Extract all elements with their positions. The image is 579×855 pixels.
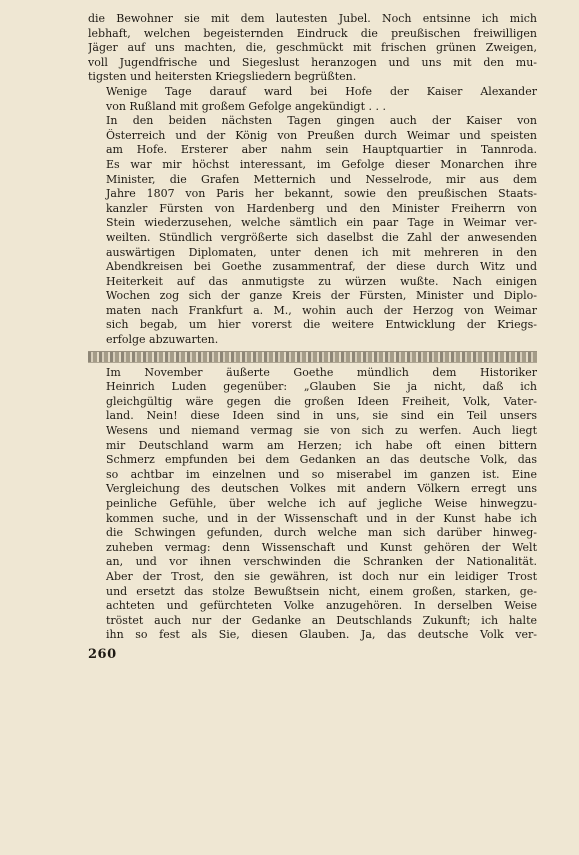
text-line: gleichgültig wäre gegen die großen Ideen Freiheit, Volk, Vater- <box>106 394 537 408</box>
paragraph-4 <box>88 366 537 643</box>
paragraph-2 <box>88 85 537 114</box>
text-line: ihn so fest als Sie, diesen Glauben. Ja, das deutsche Volk ver- <box>106 628 537 642</box>
text-line: Stein wiederzusehen, welche sämtlich ein paar Tage in Weimar ver- <box>106 216 537 230</box>
text-line: von Rußland mit großem Gefolge angekündigt . . . <box>106 99 386 113</box>
text-line: am Hofe. Ersterer aber nahm sein Hauptquartier in Tannroda. <box>106 143 537 157</box>
text-line: Wesens und niemand vermag sie von sich zu werfen. Auch liegt <box>106 424 537 438</box>
text-line: Jahre 1807 von Paris her bekannt, sowie den preußischen Staats- <box>106 187 537 201</box>
text-line: Abendkreisen bei Goethe zusammentraf, der diese durch Witz und <box>106 260 537 274</box>
text-line: weilten. Stündlich vergrößerte sich daselbst die Zahl der anwesenden <box>106 230 537 244</box>
text-line: Es war mir höchst interessant, im Gefolge dieser Monarchen ihre <box>106 157 537 171</box>
text-line: Österreich und der König von Preußen durch Weimar und speisten <box>106 128 537 142</box>
paragraph-1 <box>88 12 537 85</box>
text-line: Heinrich Luden gegenüber: „Glauben Sie ja nicht, daß ich <box>106 380 537 394</box>
text-line: kommen suche, und in der Wissenschaft und in der Kunst habe ich <box>106 511 537 525</box>
text-line: an, und vor ihnen verschwinden die Schranken der Nationalität. <box>106 555 537 569</box>
text-line: voll Jugendfrische und Siegeslust heranzogen und uns mit den mu- <box>88 55 537 69</box>
text-line: Schmerz empfunden bei dem Gedanken an das deutsche Volk, das <box>106 453 537 467</box>
text-line: und ersetzt das stolze Bewußtsein nicht, einem großen, starken, ge- <box>106 584 537 598</box>
text-line: Wenige Tage darauf ward bei Hofe der Kaiser Alexander <box>106 84 537 98</box>
text-line: achteten und gefürchteten Volke anzugehören. In derselben Weise <box>106 599 537 613</box>
text-line: Jäger auf uns machten, die, geschmückt mit frischen grünen Zweigen, <box>88 41 537 55</box>
text-line: die Schwingen gefunden, durch welche man sich darüber hinweg- <box>106 526 537 540</box>
text-line: zuheben vermag: denn Wissenschaft und Kunst gehören der Welt <box>106 540 537 554</box>
text-line: so achtbar im einzelnen und so miserabel im ganzen ist. Eine <box>106 467 537 481</box>
text-line: maten nach Frankfurt a. M., wohin auch der Herzog von Weimar <box>106 303 537 317</box>
text-line: Vergleichung des deutschen Volkes mit andern Völkern erregt uns <box>106 482 537 496</box>
text-line: Aber der Trost, den sie gewähren, ist doch nur ein leidiger Trost <box>106 569 537 583</box>
text-line: lebhaft, welchen begeisternden Eindruck die preußischen freiwilligen <box>88 26 537 40</box>
text-line: In den beiden nächsten Tagen gingen auch der Kaiser von <box>106 114 537 128</box>
ornamental-divider <box>88 351 537 363</box>
text-line: Wochen zog sich der ganze Kreis der Fürsten, Minister und Diplo- <box>106 289 537 303</box>
page-number: 260 <box>88 646 117 662</box>
text-line: Im November äußerte Goethe mündlich dem Historiker <box>106 365 537 379</box>
text-line: peinliche Gefühle, über welche ich auf jegliche Weise hinwegzu- <box>106 497 537 510</box>
text-line: kanzler Fürsten von Hardenberg und den Minister Freiherrn von <box>106 201 537 215</box>
text-line: auswärtigen Diplomaten, unter denen ich mit mehreren in den <box>106 245 537 259</box>
text-line: sich begab, um hier vorerst die weitere Entwicklung der Kriegs- <box>106 318 537 332</box>
body-text <box>88 12 537 643</box>
text-line: Minister, die Grafen Metternich und Nesselrode, mir aus dem <box>106 172 537 186</box>
text-line: tigsten und heitersten Kriegsliedern begrüßten. <box>88 70 357 84</box>
text-line: tröstet auch nur der Gedanke an Deutschlands Zukunft; ich halte <box>106 613 537 627</box>
text-line: erfolge abzuwarten. <box>106 333 219 347</box>
paragraph-3 <box>88 114 537 348</box>
text-line: land. Nein! diese Ideen sind in uns, sie sind ein Teil unsers <box>106 409 537 423</box>
text-line: mir Deutschland warm am Herzen; ich habe oft einen bittern <box>106 438 537 452</box>
text-line: Heiterkeit auf das anmutigste zu würzen wußte. Nach einigen <box>106 274 537 288</box>
text-line: die Bewohner sie mit dem lautesten Jubel. Noch entsinne ich mich <box>88 12 537 25</box>
